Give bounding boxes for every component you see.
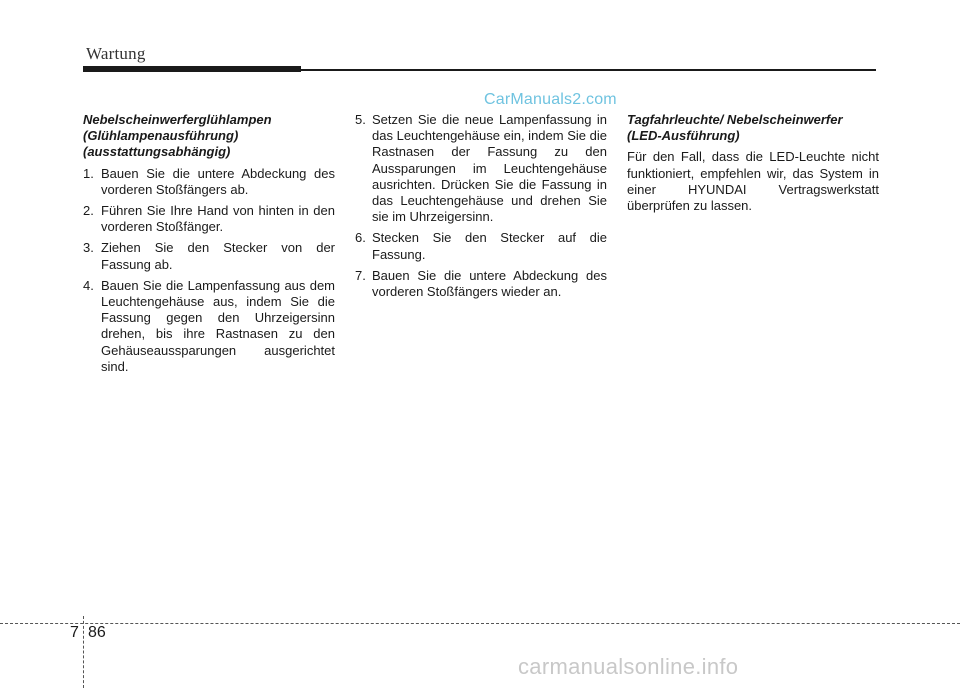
step-item (83, 203, 335, 235)
step-item (355, 268, 607, 300)
heading-line: Tagfahrleuchte/ Nebelscheinwerfer (627, 112, 843, 127)
header-rule-thick (83, 66, 301, 72)
steps-list (355, 112, 607, 300)
header-title: Wartung (86, 44, 146, 63)
step-text: Setzen Sie die neue Lampenfassung in das Leuchtengehäuse ein, indem Sie die Rastnasen der Fassung zu den Aussparungen im Leuchtengehäuse ausrichten. Drücken Sie die Fassung in das Leuchtengehäuse und drehen Sie sie im Uhrzeigersinn. (372, 112, 607, 225)
step-number: 5. (355, 112, 366, 127)
step-text: Stecken Sie den Stecker auf die Fassung. (372, 230, 607, 262)
step-number: 4. (83, 277, 94, 293)
step-number: 6. (355, 230, 366, 246)
step-item (83, 240, 335, 272)
column-left (83, 112, 335, 380)
heading-line: Nebelscheinwerferglühlampen (83, 112, 272, 127)
step-text: Bauen Sie die Lampenfassung aus dem Leuchtengehäuse aus, indem Sie die Fassung gegen den Uhrzeigersinn drehen, bis ihre Rastnasen zu den Gehäuseaussparungen ausgerichtet sind. (101, 277, 335, 374)
step-item (83, 278, 335, 375)
step-number: 1. (83, 165, 94, 181)
watermark-carmanualsonline[interactable]: carmanualsonline.info (518, 654, 739, 679)
column-right (627, 112, 879, 214)
step-text: Bauen Sie die untere Abdeckung des vorderen Stoßfängers wieder an. (372, 267, 607, 300)
step-item (83, 166, 335, 198)
led-body-text: Für den Fall, dass die LED-Leuchte nicht funktioniert, empfehlen wir, das System in einer HYUNDAI Vertragswerkstatt überprüfen zu lassen. (627, 149, 879, 214)
page-number: 86 (88, 624, 106, 641)
heading-line: (ausstattungsabhängig) (83, 144, 231, 160)
step-number: 7. (355, 267, 366, 283)
step-item (355, 112, 607, 225)
step-number: 3. (83, 240, 94, 256)
step-number: 2. (83, 203, 94, 219)
step-text: Führen Sie Ihre Hand von hinten in den vorderen Stoßfänger. (101, 203, 335, 235)
page-chapter: 7 (70, 624, 79, 641)
step-item (355, 230, 607, 262)
section-heading-led (627, 112, 879, 144)
step-text: Bauen Sie die untere Abdeckung des vorderen Stoßfängers ab. (101, 165, 335, 197)
footer-dashed-divider (83, 616, 84, 688)
column-middle (355, 112, 607, 305)
heading-line: (LED-Ausführung) (627, 128, 740, 144)
watermark-carmanuals2[interactable]: CarManuals2.com (484, 91, 617, 108)
steps-list (83, 166, 335, 375)
heading-line: (Glühlampenausführung) (83, 128, 239, 144)
footer-dashed-rule (0, 623, 960, 624)
header-rule-thin (301, 69, 876, 71)
section-heading-bulb (83, 112, 335, 161)
step-text: Ziehen Sie den Stecker von der Fassung ab. (101, 240, 335, 272)
